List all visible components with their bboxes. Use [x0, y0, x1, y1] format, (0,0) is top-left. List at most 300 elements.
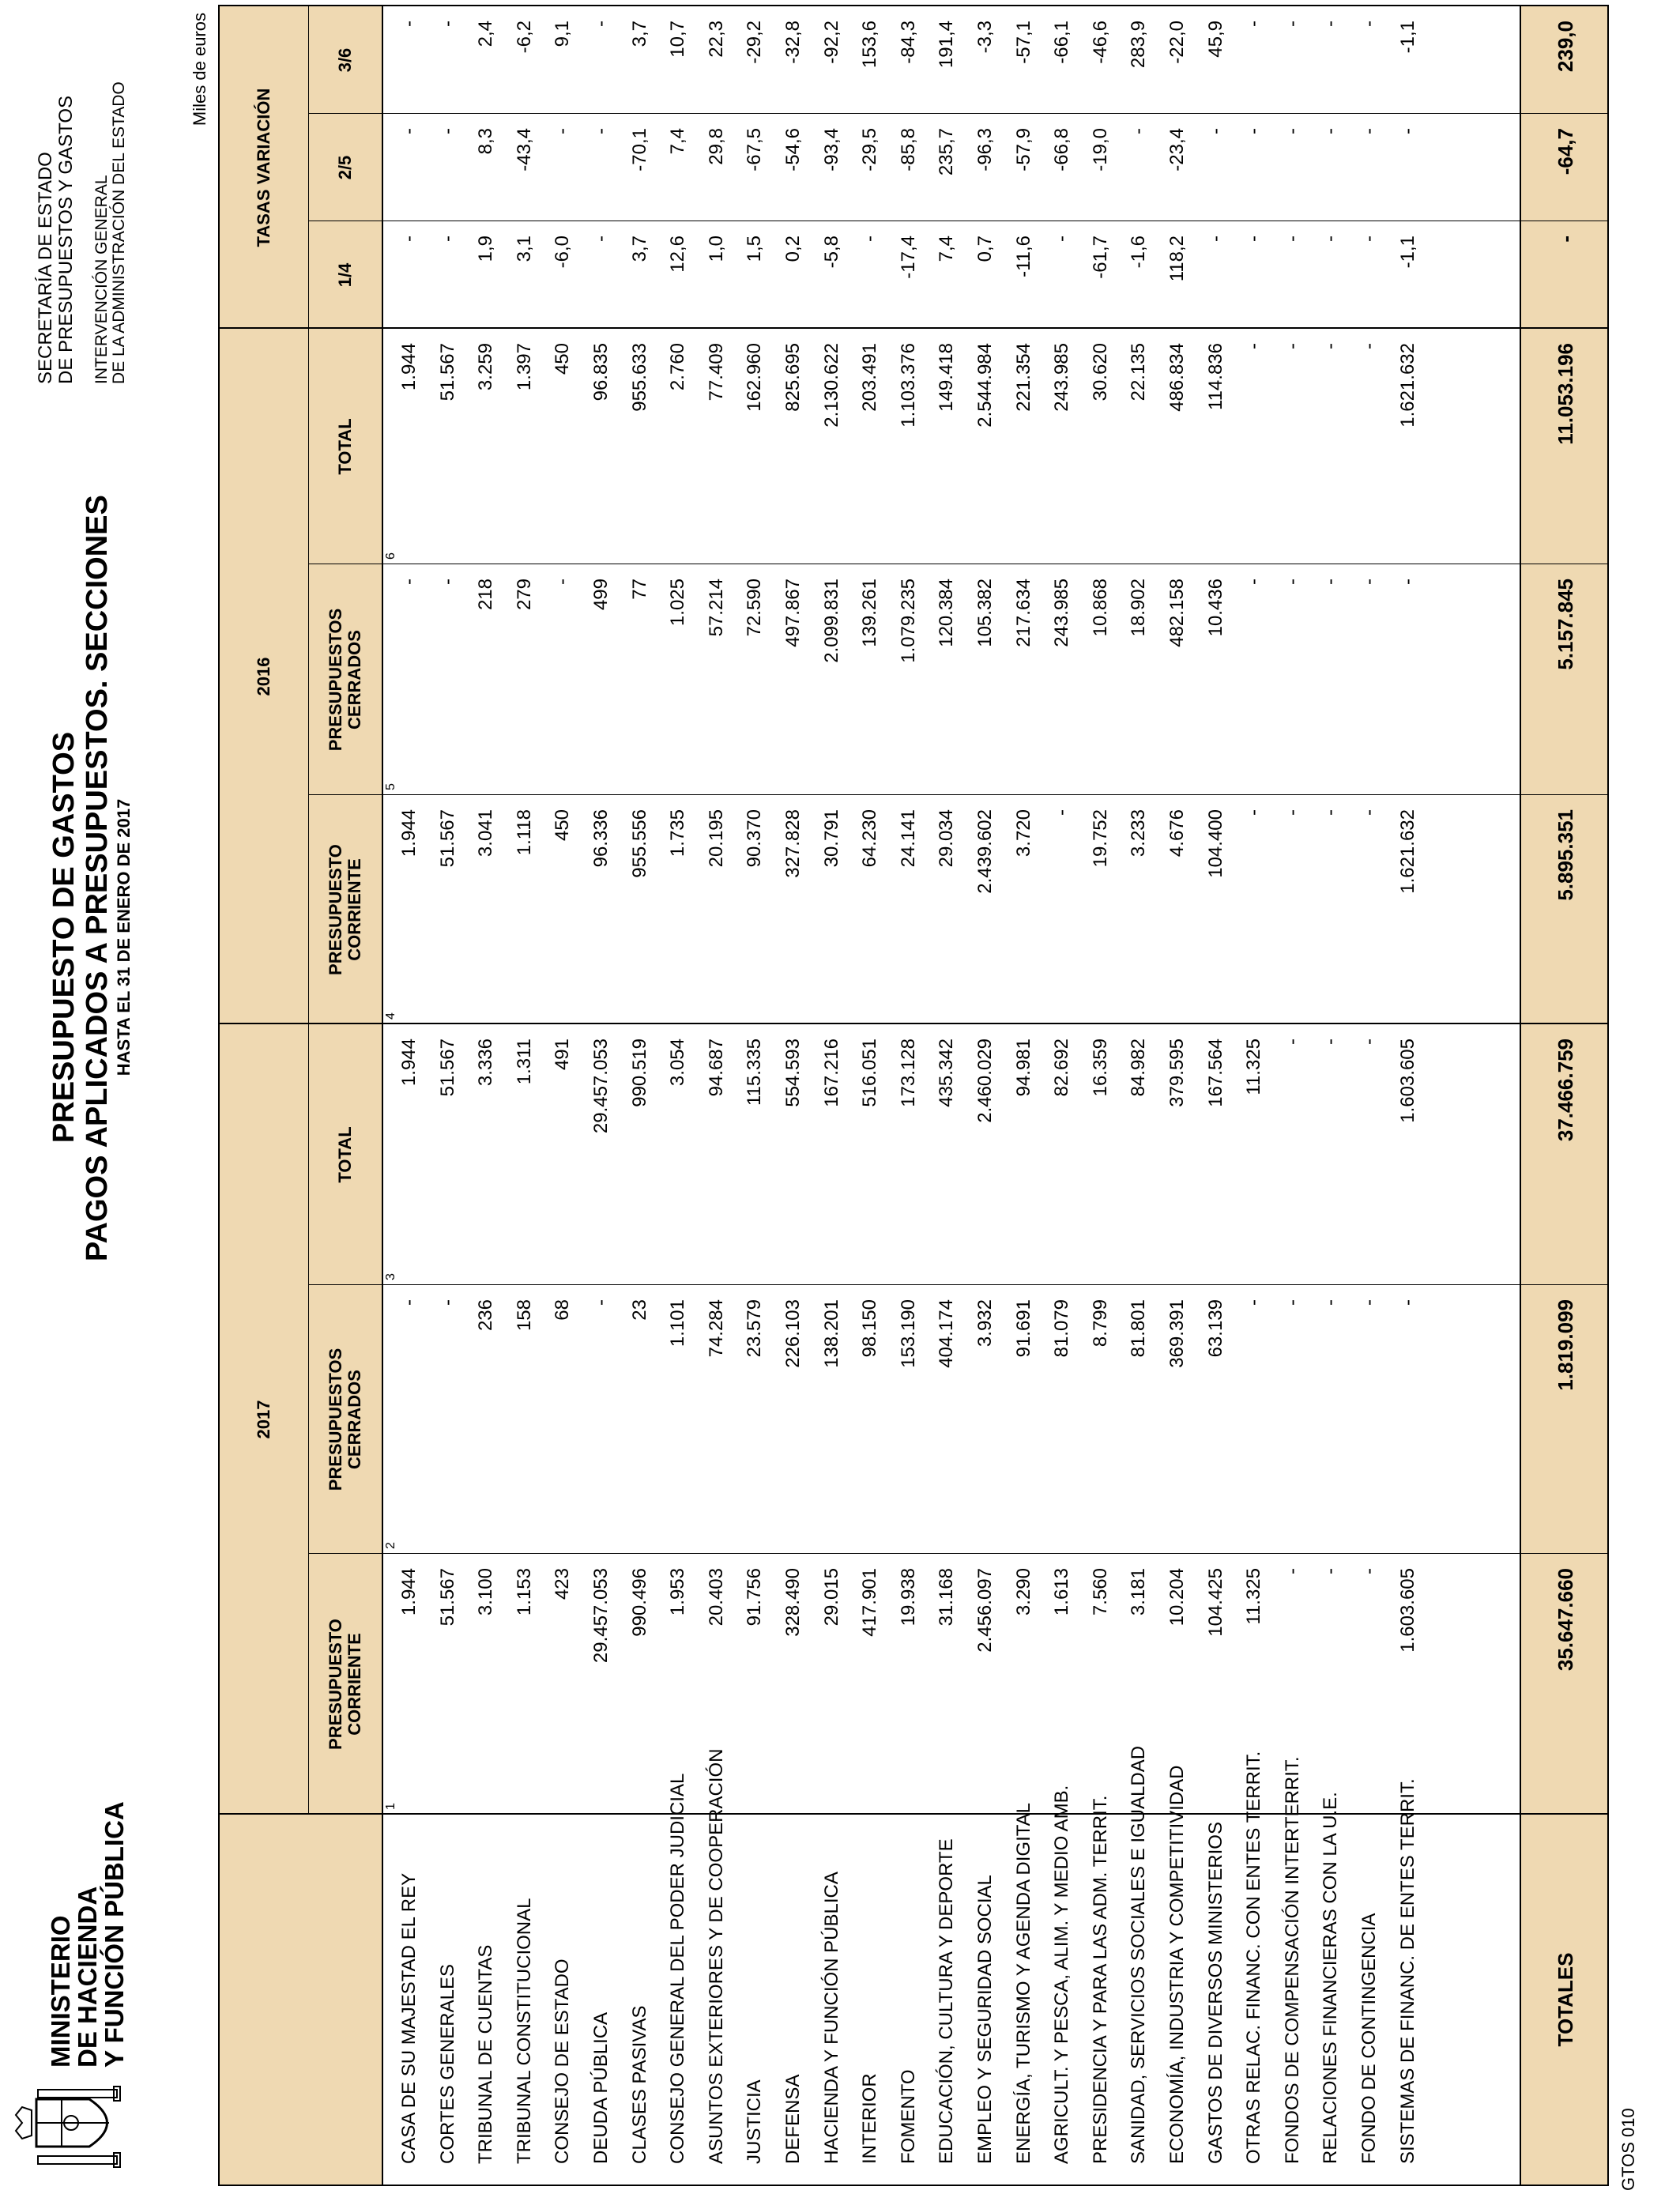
row-label: ECONOMÍA, INDUSTRIA Y COMPETITIVIDAD: [1166, 1765, 1188, 2164]
cell-r14: -: [1281, 236, 1303, 242]
table-row: [706, 3, 728, 2185]
cell-r14: -17,4: [897, 236, 919, 279]
cell-c2: 63.139: [1204, 1299, 1226, 1358]
cell-c6: 2.544.984: [974, 343, 996, 428]
cell-r36: -57,1: [1012, 21, 1034, 64]
column-number: 2: [384, 1542, 397, 1549]
row-label: EMPLEO Y SEGURIDAD SOCIAL: [974, 1875, 996, 2164]
cell-c5: 105.382: [974, 579, 996, 647]
cell-c6: 30.620: [1089, 343, 1111, 401]
cell-c6: 1.944: [398, 343, 420, 391]
cell-c5: 217.634: [1012, 579, 1034, 647]
cell-r36: 283,9: [1128, 21, 1150, 69]
row-label: DEFENSA: [782, 2074, 804, 2164]
cell-c4: 2.439.602: [974, 809, 996, 894]
cell-c6: 243.985: [1051, 343, 1073, 412]
cell-c6: 2.760: [667, 343, 689, 391]
cell-c2: -: [436, 1299, 458, 1306]
cell-r14: -1,6: [1128, 236, 1150, 269]
cell-c6: 1.103.376: [897, 343, 919, 428]
cell-c4: 1.735: [667, 809, 689, 858]
cell-c6: 2.130.622: [820, 343, 842, 428]
cell-c6: 51.567: [436, 343, 458, 401]
cell-c5: 120.384: [936, 579, 958, 647]
total-ratio-1-4: -: [1554, 236, 1577, 243]
cell-r36: 191,4: [936, 21, 958, 69]
totals-label: TOTALES: [1554, 1952, 1577, 2047]
cell-c5: -: [552, 579, 574, 585]
cell-r14: -5,8: [820, 236, 842, 269]
cell-c3: 167.564: [1204, 1039, 1226, 1107]
cell-c2: -: [1243, 1299, 1265, 1306]
cell-c2: 23: [628, 1299, 650, 1321]
cell-r36: 2,4: [475, 21, 497, 47]
cell-r14: -: [436, 236, 458, 242]
table-row: [1397, 3, 1419, 2185]
cell-c5: 243.985: [1051, 579, 1073, 647]
cell-c1: 104.425: [1204, 1568, 1226, 1637]
cell-c2: -: [1320, 1299, 1342, 1306]
cell-r25: -70,1: [628, 128, 650, 172]
row-label: EDUCACIÓN, CULTURA Y DEPORTE: [936, 1838, 958, 2164]
cell-c5: 218: [475, 579, 497, 611]
cell-r14: 7,4: [936, 236, 958, 262]
cell-c2: 153.190: [897, 1299, 919, 1368]
cell-r25: -54,6: [782, 128, 804, 172]
total-pcerr-2016: 5.157.845: [1554, 579, 1577, 670]
cell-r25: -: [1128, 128, 1150, 134]
cell-c5: 72.590: [744, 579, 766, 637]
table-row: [782, 3, 804, 2185]
cell-c5: -: [436, 579, 458, 585]
table-row: [437, 3, 459, 2185]
cell-c5: 139.261: [859, 579, 881, 647]
coat-of-arms-icon: [14, 2083, 133, 2170]
cell-r25: -29,5: [859, 128, 881, 172]
table-row: [1090, 3, 1112, 2185]
table-row: [1051, 3, 1073, 2185]
cell-c5: 1.079.235: [897, 579, 919, 663]
cell-r36: -92,2: [820, 21, 842, 64]
cell-r25: -85,8: [897, 128, 919, 172]
cell-c6: 149.418: [936, 343, 958, 412]
cell-c1: 3.100: [475, 1568, 497, 1616]
cell-c2: 81.079: [1051, 1299, 1073, 1358]
cell-c6: 77.409: [705, 343, 727, 401]
cell-c2: 3.932: [974, 1299, 996, 1348]
cell-r14: 3,7: [628, 236, 650, 262]
cell-c4: -: [1358, 809, 1380, 816]
table-row: [859, 3, 881, 2185]
cell-c1: 328.490: [782, 1568, 804, 1637]
total-ratio-2-5: -64,7: [1554, 128, 1577, 175]
cell-r36: -: [1320, 21, 1342, 27]
cell-c4: -: [1320, 809, 1342, 816]
table-row: [1358, 3, 1381, 2185]
cell-c3: 16.359: [1089, 1039, 1111, 1097]
intervencion-line: DE LA ADMINISTRACIÓN DEL ESTADO: [110, 81, 128, 384]
cell-c6: 22.135: [1128, 343, 1150, 401]
row-label: OTRAS RELAC. FINANC. CON ENTES TERRIT.: [1243, 1751, 1265, 2164]
cell-c5: -: [1358, 579, 1380, 585]
cell-c2: 404.174: [936, 1299, 958, 1368]
cell-r25: -: [1281, 128, 1303, 134]
cell-r14: -11,6: [1012, 236, 1034, 277]
table-row: [1243, 3, 1265, 2185]
group-header-2017: 2017: [254, 1400, 273, 1439]
row-label: SISTEMAS DE FINANC. DE ENTES TERRIT.: [1396, 1778, 1418, 2164]
cell-r36: -46,6: [1089, 21, 1111, 64]
cell-c1: 3.290: [1012, 1568, 1034, 1616]
cell-c6: -: [1358, 343, 1380, 349]
row-label: FONDOS DE COMPENSACIÓN INTERTERRIT.: [1281, 1756, 1303, 2164]
row-label: TRIBUNAL DE CUENTAS: [475, 1944, 497, 2164]
cell-r25: -: [398, 128, 420, 134]
cell-c2: 138.201: [820, 1299, 842, 1368]
col-header-total-2016: TOTAL: [335, 418, 355, 475]
rule: [382, 6, 383, 2185]
table-row: [974, 3, 996, 2185]
cell-c1: 29.015: [820, 1568, 842, 1627]
cell-c6: 955.633: [628, 343, 650, 412]
cell-r25: -: [552, 128, 574, 134]
cell-r36: -: [398, 21, 420, 27]
cell-r36: -: [436, 21, 458, 27]
cell-c1: 1.953: [667, 1568, 689, 1616]
cell-c1: -: [1281, 1568, 1303, 1574]
cell-c5: 57.214: [705, 579, 727, 637]
cell-c2: 98.150: [859, 1299, 881, 1358]
table-row: [936, 3, 958, 2185]
row-label: TRIBUNAL CONSTITUCIONAL: [513, 1898, 535, 2164]
row-label: CASA DE SU MAJESTAD EL REY: [398, 1872, 420, 2164]
cell-r36: -6,2: [513, 21, 535, 54]
cell-c4: 4.676: [1166, 809, 1188, 858]
cell-c5: -: [1396, 579, 1418, 585]
total-pcerr-2017: 1.819.099: [1554, 1299, 1577, 1391]
cell-r25: -57,9: [1012, 128, 1034, 172]
table-row: [1282, 3, 1304, 2185]
cell-c3: 516.051: [859, 1039, 881, 1107]
cell-r36: 9,1: [552, 21, 574, 47]
cell-r36: -22,0: [1166, 21, 1188, 64]
row-label: SANIDAD, SERVICIOS SOCIALES E IGUALDAD: [1128, 1745, 1150, 2164]
row-label: DEUDA PÚBLICA: [590, 2011, 612, 2164]
cell-r14: -1,1: [1396, 236, 1418, 269]
cell-c4: 96.336: [590, 809, 612, 868]
cell-c4: 20.195: [705, 809, 727, 868]
cell-c1: 29.457.053: [590, 1568, 612, 1664]
intervencion-line: INTERVENCIÓN GENERAL: [92, 175, 111, 384]
cell-c3: 94.981: [1012, 1039, 1034, 1097]
report-title: [47, 495, 134, 1261]
cell-c1: 10.204: [1166, 1568, 1188, 1627]
title-line-1: PRESUPUESTO DE GASTOS: [47, 731, 81, 1144]
cell-c2: 236: [475, 1299, 497, 1332]
cell-c5: 499: [590, 579, 612, 611]
cell-r14: 3,1: [513, 236, 535, 262]
cell-c2: -: [1281, 1299, 1303, 1306]
cell-r14: 1,9: [475, 236, 497, 262]
cell-c3: 3.054: [667, 1039, 689, 1087]
cell-r25: -: [1320, 128, 1342, 134]
cell-c4: 19.752: [1089, 809, 1111, 868]
cell-c3: -: [1281, 1039, 1303, 1045]
cell-c3: 94.687: [705, 1039, 727, 1097]
cell-c1: 990.496: [628, 1568, 650, 1637]
secretaria-line: SECRETARÍA DE ESTADO: [35, 152, 56, 384]
cell-c2: -: [398, 1299, 420, 1306]
cell-c3: 1.603.605: [1396, 1039, 1418, 1123]
cell-r14: -61,7: [1089, 236, 1111, 279]
cell-r14: -: [398, 236, 420, 242]
secretaria-name: [36, 96, 77, 384]
cell-c3: 554.593: [782, 1039, 804, 1107]
cell-c4: 450: [552, 809, 574, 842]
group-header-2016: 2016: [254, 657, 273, 696]
row-label: AGRICULT. Y PESCA, ALIM. Y MEDIO AMB.: [1051, 1785, 1073, 2164]
cell-c6: 1.621.632: [1396, 343, 1418, 428]
cell-r25: -19,0: [1089, 128, 1111, 172]
cell-c3: 115.335: [744, 1039, 766, 1106]
cell-c2: 158: [513, 1299, 535, 1332]
cell-c3: 379.595: [1166, 1039, 1188, 1107]
table-row: [821, 3, 843, 2185]
table-row: [475, 3, 497, 2185]
cell-c1: 417.901: [859, 1568, 881, 1637]
cell-r36: -1,1: [1396, 21, 1418, 54]
cell-c1: 423: [552, 1568, 574, 1600]
cell-c2: 23.579: [744, 1299, 766, 1358]
cell-c1: 3.181: [1128, 1568, 1150, 1616]
cell-r36: 22,3: [705, 21, 727, 58]
cell-c1: -: [1358, 1568, 1380, 1574]
row-label: RELACIONES FINANCIERAS CON LA U.E.: [1320, 1792, 1342, 2164]
row-label: ASUNTOS EXTERIORES Y DE COOPERACIÓN: [705, 1748, 727, 2164]
cell-c1: 2.456.097: [974, 1568, 996, 1653]
column-number: 1: [384, 1803, 397, 1810]
cell-c5: 279: [513, 579, 535, 611]
cell-r25: -: [1204, 128, 1226, 134]
cell-c3: 173.128: [897, 1039, 919, 1107]
row-label: GASTOS DE DIVERSOS MINISTERIOS: [1204, 1822, 1226, 2164]
cell-c6: 1.397: [513, 343, 535, 391]
cell-c4: 1.944: [398, 809, 420, 858]
cell-c5: 482.158: [1166, 579, 1188, 647]
cell-c1: 91.756: [744, 1568, 766, 1627]
table-row: [398, 3, 420, 2185]
cell-c4: -: [1051, 809, 1073, 816]
cell-r25: -: [590, 128, 612, 134]
col-header-pc-2016: PRESUPUESTO CORRIENTE: [326, 844, 364, 975]
cell-r14: 1,0: [705, 236, 727, 262]
cell-r25: 8,3: [475, 128, 497, 155]
cell-c1: 31.168: [936, 1568, 958, 1627]
table-row: [629, 3, 651, 2185]
secretaria-line: DE PRESUPUESTOS Y GASTOS: [55, 95, 77, 384]
cell-c3: 11.325: [1243, 1039, 1265, 1095]
cell-c5: 10.436: [1204, 579, 1226, 637]
cell-c1: 11.325: [1243, 1568, 1265, 1625]
cell-r25: -: [1358, 128, 1380, 134]
cell-c4: -: [1243, 809, 1265, 816]
cell-c1: -: [1320, 1568, 1342, 1574]
cell-c2: 74.284: [705, 1299, 727, 1358]
total-ratio-3-6: 239,0: [1554, 21, 1577, 73]
cell-c3: 1.944: [398, 1039, 420, 1087]
cell-c6: 114.836: [1204, 343, 1226, 410]
cell-c3: 990.519: [628, 1039, 650, 1107]
cell-r25: -23,4: [1166, 128, 1188, 172]
cell-r14: 12,6: [667, 236, 689, 273]
cell-c2: 1.101: [667, 1299, 689, 1348]
col-header-pcerr-2016: PRESUPUESTOS CERRADOS: [326, 608, 364, 752]
cell-c5: -: [1320, 579, 1342, 585]
intervencion-name: [93, 81, 128, 384]
cell-r14: -: [1051, 236, 1073, 242]
cell-c4: 955.556: [628, 809, 650, 878]
cell-r14: 0,2: [782, 236, 804, 262]
cell-c4: 3.233: [1128, 809, 1150, 858]
cell-r36: 3,7: [628, 21, 650, 47]
col-header-ratio-2-5: 2/5: [335, 155, 355, 180]
cell-c2: 8.799: [1089, 1299, 1111, 1348]
col-header-total-2017: TOTAL: [335, 1126, 355, 1183]
column-number: 6: [384, 552, 397, 560]
ministry-name: [47, 1801, 128, 2068]
cell-r14: -6,0: [552, 236, 574, 269]
cell-r36: 10,7: [667, 21, 689, 58]
rule: [1520, 6, 1521, 2185]
row-label: FONDO DE CONTINGENCIA: [1358, 1913, 1380, 2164]
cell-c3: 167.216: [820, 1039, 842, 1107]
cell-c5: -: [398, 579, 420, 585]
cell-c1: 51.567: [436, 1568, 458, 1627]
cell-c1: 1.603.605: [1396, 1568, 1418, 1653]
table-row: [1166, 3, 1188, 2185]
title-line-2: PAGOS APLICADOS A PRESUPUESTOS. SECCIONES: [81, 495, 114, 1261]
title-line-3: HASTA EL 31 DE ENERO DE 2017: [114, 798, 134, 1076]
cell-c6: 3.259: [475, 343, 497, 391]
table-row: [1205, 3, 1227, 2185]
cell-r25: 7,4: [667, 128, 689, 155]
cell-r36: -: [1243, 21, 1265, 27]
cell-c3: 82.692: [1051, 1039, 1073, 1097]
cell-c3: 29.457.053: [590, 1039, 612, 1134]
cell-r36: -84,3: [897, 21, 919, 64]
cell-c3: -: [1358, 1039, 1380, 1045]
row-label: JUSTICIA: [744, 2079, 766, 2164]
table-row: [514, 3, 536, 2185]
cell-r36: -66,1: [1051, 21, 1073, 64]
table-row: [1013, 3, 1035, 2185]
rule: [308, 6, 309, 1815]
cell-c1: 1.153: [513, 1568, 535, 1616]
row-label: INTERIOR: [859, 2073, 881, 2164]
cell-c3: -: [1320, 1039, 1342, 1045]
col-header-ratio-1-4: 1/4: [335, 262, 355, 288]
cell-c3: 491: [552, 1039, 574, 1071]
row-label: HACIENDA Y FUNCIÓN PÚBLICA: [820, 1872, 842, 2164]
cell-c5: 1.025: [667, 579, 689, 627]
cell-r25: 235,7: [936, 128, 958, 176]
col-header-ratio-3-6: 3/6: [335, 47, 355, 73]
ministry-line: Y FUNCIÓN PÚBLICA: [100, 1801, 129, 2068]
row-label: FOMENTO: [897, 2069, 919, 2164]
col-header-pcerr-2017: PRESUPUESTOS CERRADOS: [326, 1348, 364, 1491]
cell-c4: 1.118: [513, 809, 535, 856]
payments-table: [218, 5, 1609, 2186]
cell-c6: -: [1243, 343, 1265, 349]
cell-c1: 1.613: [1051, 1568, 1073, 1616]
column-number: 5: [384, 783, 397, 790]
total-2017: 37.466.759: [1554, 1039, 1577, 1142]
cell-c2: -: [1358, 1299, 1380, 1306]
cell-r14: 0,7: [974, 236, 996, 262]
row-label: CONSEJO GENERAL DEL PODER JUDICIAL: [667, 1773, 689, 2164]
column-number: 4: [384, 1012, 397, 1020]
total-pc-2017: 35.647.660: [1554, 1568, 1577, 1672]
cell-c6: 450: [552, 343, 574, 375]
cell-c3: 2.460.029: [974, 1039, 996, 1123]
cell-c3: 51.567: [436, 1039, 458, 1097]
cell-c4: 327.828: [782, 809, 804, 878]
cell-c1: 19.938: [897, 1568, 919, 1627]
group-header-tasas: TASAS VARIACIÓN: [254, 88, 273, 247]
cell-r36: -32,8: [782, 21, 804, 64]
table-row: [744, 3, 766, 2185]
cell-c5: -: [1281, 579, 1303, 585]
cell-r14: -: [1243, 236, 1265, 242]
cell-c3: 3.336: [475, 1039, 497, 1087]
cell-c2: 226.103: [782, 1299, 804, 1368]
cell-c5: 497.867: [782, 579, 804, 647]
cell-r25: 29,8: [705, 128, 727, 165]
cell-c3: 435.342: [936, 1039, 958, 1107]
cell-c5: 2.099.831: [820, 579, 842, 663]
cell-c4: 3.041: [475, 809, 497, 858]
cell-c5: -: [1243, 579, 1265, 585]
cell-r14: 1,5: [744, 236, 766, 262]
cell-r25: -67,5: [744, 128, 766, 172]
cell-c2: 91.691: [1012, 1299, 1034, 1358]
cell-c4: 51.567: [436, 809, 458, 868]
cell-r36: -3,3: [974, 21, 996, 54]
cell-r25: -: [1396, 128, 1418, 134]
cell-c2: 81.801: [1128, 1299, 1150, 1358]
row-label: CORTES GENERALES: [436, 1964, 458, 2164]
row-label: CLASES PASIVAS: [628, 2005, 650, 2164]
cell-r36: -: [1358, 21, 1380, 27]
table-row: [667, 3, 689, 2185]
cell-c4: 3.720: [1012, 809, 1034, 858]
cell-r36: -: [590, 21, 612, 27]
cell-c4: 29.034: [936, 809, 958, 868]
cell-r25: -66,8: [1051, 128, 1073, 172]
cell-c6: 486.834: [1166, 343, 1188, 412]
cell-c2: -: [590, 1299, 612, 1306]
cell-r36: 45,9: [1204, 21, 1226, 58]
cell-c2: -: [1396, 1299, 1418, 1306]
ministry-line: DE HACIENDA: [73, 1886, 102, 2068]
cell-c5: 18.902: [1128, 579, 1150, 637]
table-row: [1320, 3, 1342, 2185]
cell-r25: -93,4: [820, 128, 842, 172]
cell-r25: -: [436, 128, 458, 134]
cell-r36: -: [1281, 21, 1303, 27]
total-2016: 11.053.196: [1554, 343, 1577, 445]
cell-r25: -43,4: [513, 128, 535, 172]
